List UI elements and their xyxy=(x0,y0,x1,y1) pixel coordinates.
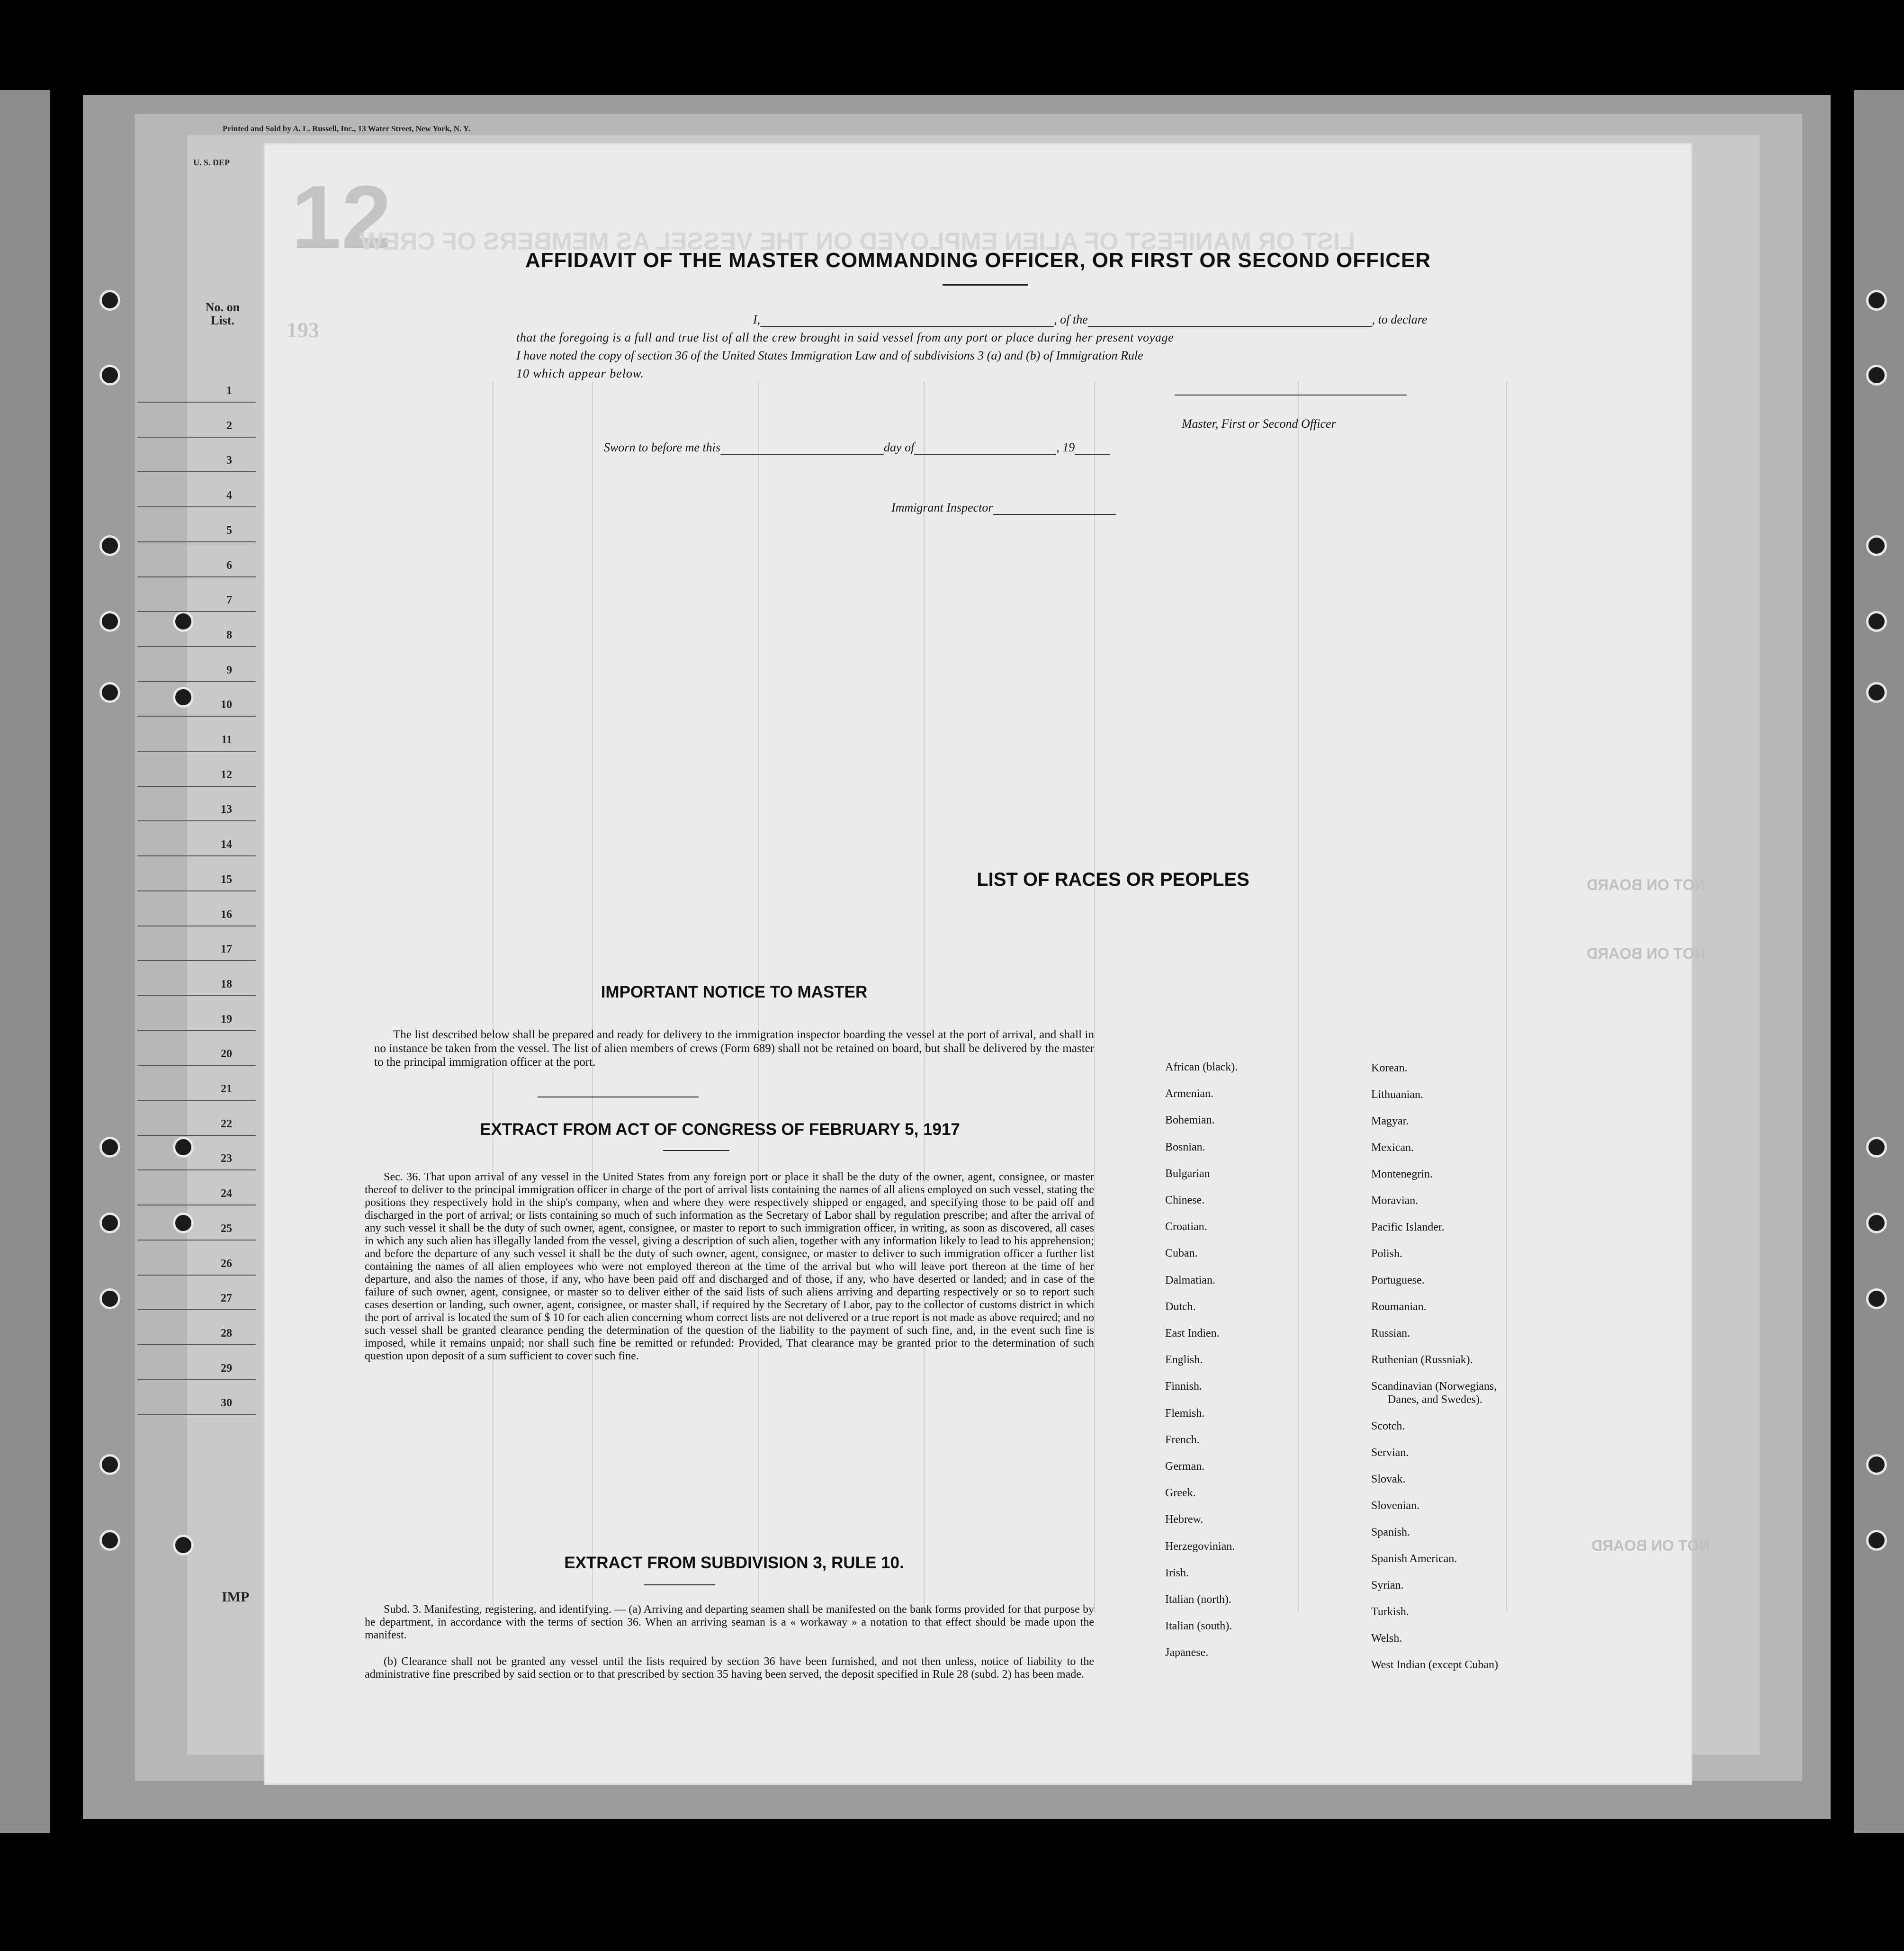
affidavit-i: I, xyxy=(753,313,761,326)
row-number: 28 xyxy=(221,1327,232,1340)
affidavit-line-2: that the foregoing is a full and true list of all the crew brought in said vessel from any port or place during her present voyage xyxy=(516,331,1174,344)
race-item: Greek. xyxy=(1165,1487,1196,1499)
row-number: 23 xyxy=(221,1152,232,1165)
race-item: Flemish. xyxy=(1165,1407,1205,1420)
punch-hole xyxy=(1866,1213,1887,1233)
row-number: 10 xyxy=(221,699,232,711)
printer-credit: Printed and Sold by A. L. Russell, Inc., 13 Water Street, New York, N. Y. xyxy=(223,124,470,133)
race-item: Italian (south). xyxy=(1165,1620,1232,1632)
bleed-not-on-board-1: NOT ON BOARD xyxy=(1587,876,1706,893)
race-item: German. xyxy=(1165,1460,1205,1473)
row-rule xyxy=(137,820,256,821)
act-extract-body: Sec. 36. That upon arrival of any vessel in the United States from any foreign port or place it shall be the duty of the owner, agent, consignee, or master thereof to deliver to the principal immigration officer in charge of the port of arrival lists containing the names of all aliens employed on such vessel, stating the positions they respectively hold in the ship's company, when and where they were respectively shipped or engaged, and specifying those to be paid off and discharged in the port of arrival; or lists containing so much of such information as the Secretary of Labor shall by regulation prescribe; and after the arrival of any such vessel it shall be the duty of such owner, agent, consignee, or master to report to such immigration officer, in writing, as soon as discovered, all cases in which any such alien has illegally landed from the vessel, giving a description of such alien, together with any information likely to lead to his apprehension; and before the departure of any such vessel it shall be the duty of such owner, agent, consignee, or master to deliver to such immigration officer a further list containing the names of all alien employees who were not employed thereon at the time of the arrival but who will leave port thereon at the time of her departure, and also the names of those, if any, who have been paid off and discharged and of those, if any, who have deserted or landed; and in case of the failure of such owner, agent, consignee, or master so to deliver either of the said lists of such aliens arriving and departing respectively or so to report such cases desertion or landing, such owner, agent, consignee, or master shall, if required by the Secretary of Labor, pay to the collector of customs district in which the port of arrival is located the sum of $ 10 for each alien concerning whom correct lists are not delivered or a true report is not made as above required; and no such vessel shall be granted clearance pending the determination of the question of the liability to the payment of such fine, and, in the event such fine is imposed, while it remains unpaid; nor shall such fine be remitted or refunded: Provided, That clearance may be granted prior to the determination of such question upon deposit of a sum sufficient to cover such fine. xyxy=(365,1171,1094,1362)
sworn-day-blank[interactable] xyxy=(720,454,884,455)
bleed-stamp-number: 193 xyxy=(287,318,319,342)
affidavit-line-1 xyxy=(516,313,1427,327)
imp-label: IMP xyxy=(222,1589,250,1605)
race-item: Spanish. xyxy=(1371,1526,1410,1538)
affidavit-sheet xyxy=(265,144,1710,1783)
race-item: Pacific Islander. xyxy=(1371,1221,1445,1233)
race-item: Scotch. xyxy=(1371,1420,1405,1432)
act-extract-title: EXTRACT FROM ACT OF CONGRESS OF FEBRUARY 5, 1917 xyxy=(480,1120,960,1139)
row-rule xyxy=(137,786,256,787)
punch-hole xyxy=(99,1137,120,1158)
row-rule xyxy=(137,471,256,472)
row-rule xyxy=(137,1135,256,1136)
punch-hole xyxy=(1866,611,1887,632)
sworn-line xyxy=(604,441,1110,455)
inspector-label: Immigrant Inspector xyxy=(891,501,993,514)
rule-extract-body-b: (b) Clearance shall not be granted any vessel until the lists required by section 36 have been furnished, and not then unless, notice of liability to the administrative fine prescribed by said section or to that prescribed by section 35 having been served, the deposit specified in Rule 28 (subd. 2) has been made. xyxy=(365,1655,1094,1681)
race-item: Danes, and Swedes). xyxy=(1388,1394,1482,1406)
row-number: 2 xyxy=(226,420,232,432)
race-item: Bosnian. xyxy=(1165,1141,1205,1153)
bleed-column-rule xyxy=(1094,381,1095,1613)
row-number: 1 xyxy=(226,385,232,397)
race-item: Chinese. xyxy=(1165,1194,1205,1206)
rule-extract-body-a: Subd. 3. Manifesting, registering, and identifying. — (a) Arriving and departing seamen shall be manifested on the bank forms provided for that purpose by he department, in accordance with the terms of section 36. When an arriving seaman is a « workaway » a notation to that effect should be made upon the manifest. xyxy=(365,1603,1094,1641)
bleed-header: LIST OR MANIFEST OF ALIEN EMPLOYED ON THE VESSEL AS MEMBERS OF CREW xyxy=(360,228,1356,255)
race-item: Spanish American. xyxy=(1371,1553,1457,1565)
race-item: Herzegovinian. xyxy=(1165,1540,1235,1553)
rule-underline xyxy=(644,1584,715,1585)
race-item: Welsh. xyxy=(1371,1632,1402,1645)
row-number: 14 xyxy=(221,838,232,851)
sworn-year-blank[interactable] xyxy=(1075,454,1110,455)
punch-hole xyxy=(1866,365,1887,386)
sworn-label: Sworn to before me this xyxy=(604,441,721,454)
race-item: Scandinavian (Norwegians, xyxy=(1371,1380,1497,1393)
manifest-number-column xyxy=(137,284,251,1478)
punch-hole xyxy=(1866,1454,1887,1475)
race-item: Dutch. xyxy=(1165,1301,1196,1313)
race-item: Slovenian. xyxy=(1371,1500,1419,1512)
row-number: 18 xyxy=(221,978,232,990)
day-of-label: day of xyxy=(884,441,915,454)
punch-hole xyxy=(1866,535,1887,556)
affidavit-of-the: , of the xyxy=(1054,313,1088,326)
row-number: 20 xyxy=(221,1048,232,1060)
row-number: 21 xyxy=(221,1083,232,1095)
race-item: Japanese. xyxy=(1165,1646,1209,1659)
row-rule xyxy=(137,402,256,403)
adjacent-page-left xyxy=(0,90,50,1833)
row-number: 17 xyxy=(221,943,232,955)
punch-hole xyxy=(99,1213,120,1233)
race-item: Hebrew. xyxy=(1165,1513,1203,1526)
row-number: 11 xyxy=(221,734,232,746)
race-item: Montenegrin. xyxy=(1371,1168,1433,1180)
year-label: , 19 xyxy=(1056,441,1075,454)
race-item: Servian. xyxy=(1371,1447,1409,1459)
race-item: Syrian. xyxy=(1371,1579,1404,1591)
punch-hole xyxy=(173,1535,194,1555)
punch-hole xyxy=(1866,1530,1887,1551)
row-number: 13 xyxy=(221,803,232,816)
sworn-month-blank[interactable] xyxy=(914,454,1056,455)
row-number: 26 xyxy=(221,1258,232,1270)
bleed-big-number: 12 xyxy=(291,167,392,268)
row-number: 24 xyxy=(221,1187,232,1200)
row-number: 30 xyxy=(221,1397,232,1409)
row-rule xyxy=(137,1100,256,1101)
row-number: 27 xyxy=(221,1292,232,1304)
title-underline xyxy=(943,284,1028,286)
row-number: 8 xyxy=(226,629,232,641)
officer-name-blank[interactable] xyxy=(760,326,1054,327)
adjacent-page-right xyxy=(1854,90,1904,1833)
punch-hole xyxy=(99,1530,120,1551)
row-number: 15 xyxy=(221,873,232,886)
race-item: Irish. xyxy=(1165,1567,1189,1579)
row-rule xyxy=(137,1309,256,1310)
race-item: Ruthenian (Russniak). xyxy=(1371,1354,1473,1366)
row-rule xyxy=(137,611,256,612)
row-number: 12 xyxy=(221,769,232,781)
race-item: Croatian. xyxy=(1165,1221,1207,1233)
row-rule xyxy=(137,995,256,996)
row-rule xyxy=(137,1414,256,1415)
race-item: Finnish. xyxy=(1165,1380,1203,1393)
row-number: 16 xyxy=(221,908,232,921)
row-rule xyxy=(137,1169,256,1170)
race-item: Cuban. xyxy=(1165,1247,1198,1259)
row-rule xyxy=(137,1344,256,1345)
row-rule xyxy=(137,890,256,891)
affidavit-line-3: I have noted the copy of section 36 of the United States Immigration Law and of subdivisions 3 (a) and (b) of Immigration Rule xyxy=(516,349,1143,362)
bleed-not-on-board-3: NOT ON BOARD xyxy=(1591,1537,1710,1554)
race-item: Korean. xyxy=(1371,1062,1408,1074)
row-rule xyxy=(137,506,256,507)
punch-hole xyxy=(99,1288,120,1309)
row-rule xyxy=(137,541,256,542)
vessel-name-blank[interactable] xyxy=(1088,326,1372,327)
punch-hole xyxy=(99,290,120,311)
race-item: Moravian. xyxy=(1371,1195,1419,1207)
punch-hole xyxy=(1866,290,1887,311)
punch-hole xyxy=(99,535,120,556)
bleed-column-rule xyxy=(1506,381,1507,1613)
notice-body: The list described below shall be prepared and ready for delivery to the immigration inspector boarding the vessel at the port of arrival, and shall in no instance be taken from the vessel. The list of alien members of crews (Form 689) shall not be retained on board, but shall be delivered by the master to the principal immigration officer at the port. xyxy=(374,1028,1094,1069)
race-item: French. xyxy=(1165,1434,1200,1446)
row-number: 29 xyxy=(221,1362,232,1375)
punch-hole xyxy=(1866,1137,1887,1158)
race-item: Russian. xyxy=(1371,1327,1410,1340)
race-item: East Indien. xyxy=(1165,1327,1220,1340)
race-item: Roumanian. xyxy=(1371,1301,1427,1313)
row-rule xyxy=(137,1030,256,1031)
row-number: 19 xyxy=(221,1013,232,1025)
race-item: Armenian. xyxy=(1165,1088,1213,1100)
row-number: 5 xyxy=(226,524,232,537)
punch-hole xyxy=(99,611,120,632)
row-number: 7 xyxy=(226,594,232,606)
race-item: African (black). xyxy=(1165,1061,1238,1073)
race-item: Bulgarian xyxy=(1165,1168,1210,1180)
bleed-not-on-board-2: NOT ON BOARD xyxy=(1587,945,1706,962)
row-rule xyxy=(137,1240,256,1241)
row-rule xyxy=(137,1065,256,1066)
row-rule xyxy=(137,437,256,438)
race-item: English. xyxy=(1165,1354,1203,1366)
inspector-signature-blank[interactable] xyxy=(993,514,1116,515)
rule-extract-title: EXTRACT FROM SUBDIVISION 3, RULE 10. xyxy=(564,1554,904,1572)
row-rule xyxy=(137,855,256,856)
officer-signature-blank[interactable] xyxy=(1175,395,1407,396)
race-item: Lithuanian. xyxy=(1371,1088,1423,1101)
row-rule xyxy=(137,960,256,961)
race-item: Dalmatian. xyxy=(1165,1274,1215,1286)
row-number: 22 xyxy=(221,1118,232,1130)
race-item: Portuguese. xyxy=(1371,1274,1425,1286)
race-item: Turkish. xyxy=(1371,1606,1409,1618)
race-item: Magyar. xyxy=(1371,1115,1409,1127)
row-rule xyxy=(137,576,256,577)
punch-hole xyxy=(99,365,120,386)
affidavit-title: AFFIDAVIT OF THE MASTER COMMANDING OFFICER, OR FIRST OR SECOND OFFICER xyxy=(525,249,1431,272)
row-number: 3 xyxy=(226,454,232,467)
affidavit-to-declare: , to declare xyxy=(1372,313,1428,326)
department-label: U. S. DEP xyxy=(193,158,230,167)
race-item: Slovak. xyxy=(1371,1473,1406,1485)
race-item: Bohemian. xyxy=(1165,1114,1215,1126)
notice-title: IMPORTANT NOTICE TO MASTER xyxy=(601,983,868,1001)
affidavit-line-4: 10 which appear below. xyxy=(516,367,644,380)
bleed-column-rule xyxy=(1298,381,1299,1613)
race-item: Polish. xyxy=(1371,1248,1403,1260)
row-number: 9 xyxy=(226,664,232,676)
row-rule xyxy=(137,646,256,647)
row-rule xyxy=(137,1379,256,1380)
row-rule xyxy=(137,1275,256,1276)
row-number: 6 xyxy=(226,559,232,572)
inspector-line xyxy=(891,501,1116,515)
race-item: West Indian (except Cuban) xyxy=(1371,1659,1498,1671)
row-number: 4 xyxy=(226,489,232,502)
races-title: LIST OF RACES OR PEOPLES xyxy=(977,869,1249,890)
number-column-header: No. on List. xyxy=(205,300,240,327)
officer-label: Master, First or Second Officer xyxy=(1182,417,1336,431)
punch-hole xyxy=(99,1454,120,1475)
row-rule xyxy=(137,751,256,752)
row-rule xyxy=(137,681,256,682)
race-item: Mexican. xyxy=(1371,1142,1414,1154)
act-rule xyxy=(663,1150,729,1151)
punch-hole xyxy=(99,682,120,703)
row-number: 25 xyxy=(221,1223,232,1235)
race-item: Italian (north). xyxy=(1165,1593,1231,1606)
row-rule xyxy=(137,716,256,717)
punch-hole xyxy=(1866,1288,1887,1309)
punch-hole xyxy=(1866,682,1887,703)
